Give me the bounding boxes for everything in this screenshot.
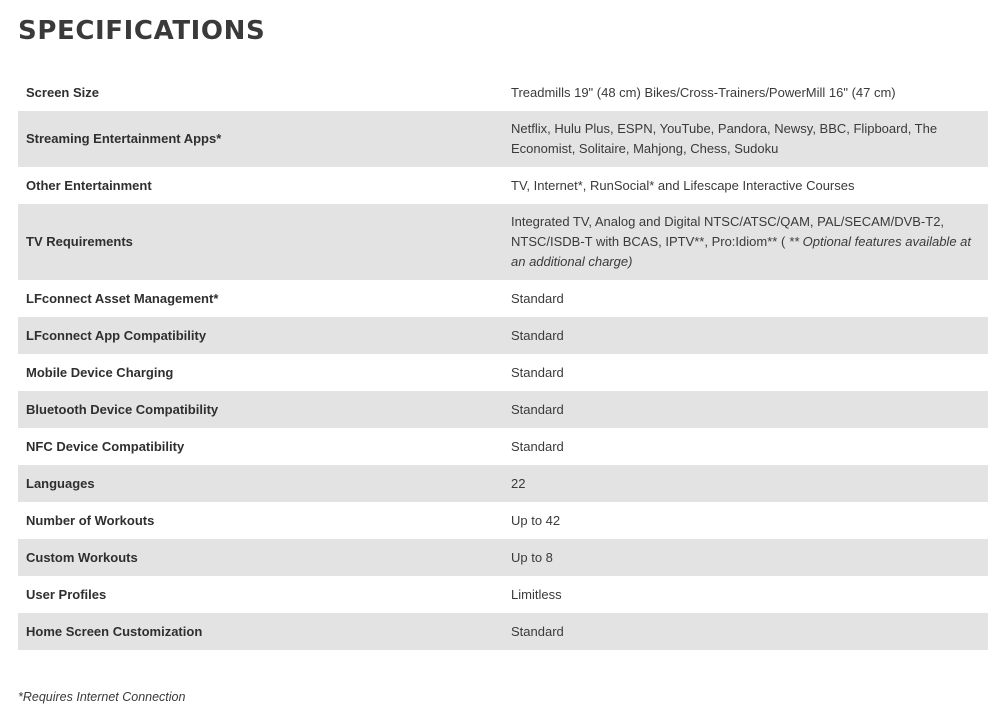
spec-value: Up to 42: [511, 512, 561, 528]
spec-row-lfconnect-app-compatibility: [18, 317, 988, 354]
spec-row-nfc-compatibility: [18, 428, 988, 465]
spec-label: Screen Size: [26, 84, 99, 100]
spec-row-streaming-apps: [18, 111, 988, 167]
spec-label: Home Screen Customization: [18, 613, 503, 650]
spec-label: Streaming Entertainment Apps*: [18, 111, 503, 167]
spec-value: Standard: [511, 438, 564, 454]
spec-label: User Profiles: [26, 586, 107, 602]
spec-label: Languages: [18, 465, 503, 502]
spec-label: LFconnect Asset Management*: [26, 290, 219, 306]
spec-value: 22: [503, 465, 988, 502]
spec-row-home-screen-customization: [18, 613, 988, 650]
page-title: SPECIFICATIONS: [18, 16, 266, 46]
spec-row-other-entertainment: [18, 167, 988, 204]
spec-value: Standard: [503, 613, 988, 650]
spec-value: Standard: [511, 290, 564, 306]
spec-value: Standard: [503, 317, 988, 354]
spec-value: TV, Internet*, RunSocial* and Lifescape Interactive Courses: [511, 177, 855, 193]
spec-value: Treadmills 19" (48 cm) Bikes/Cross-Trainers/PowerMill 16" (47 cm): [511, 84, 896, 100]
spec-value: Standard: [503, 391, 988, 428]
spec-row-tv-requirements: [18, 204, 988, 280]
footnote: *Requires Internet Connection: [18, 690, 186, 704]
spec-value-text: Integrated TV, Analog and Digital NTSC/ATSC/QAM, PAL/SECAM/DVB-T2, NTSC/ISDB-T with BCAS, IPTV**, Pro:Idiom** (: [511, 214, 945, 249]
specifications-table: [18, 74, 988, 650]
spec-row-custom-workouts: [18, 539, 988, 576]
spec-value: Netflix, Hulu Plus, ESPN, YouTube, Pandora, Newsy, BBC, Flipboard, The Economist, Solitaire, Mahjong, Chess, Sudoku: [503, 111, 988, 167]
spec-value: Up to 8: [503, 539, 988, 576]
spec-label: LFconnect App Compatibility: [18, 317, 503, 354]
spec-row-bluetooth-compatibility: [18, 391, 988, 428]
spec-label: Other Entertainment: [26, 177, 152, 193]
spec-row-lfconnect-asset-management: [18, 280, 988, 317]
spec-row-languages: [18, 465, 988, 502]
spec-row-user-profiles: [18, 576, 988, 613]
spec-row-number-of-workouts: [18, 502, 988, 539]
spec-value-note: ** Optional features available at an additional charge): [511, 234, 972, 269]
spec-label: Custom Workouts: [18, 539, 503, 576]
spec-label: TV Requirements: [18, 204, 503, 280]
spec-label: Number of Workouts: [26, 512, 155, 528]
spec-label: Mobile Device Charging: [26, 364, 174, 380]
spec-row-mobile-device-charging: [18, 354, 988, 391]
spec-value: Limitless: [511, 586, 562, 602]
spec-label: NFC Device Compatibility: [26, 438, 185, 454]
spec-value: Standard: [511, 364, 564, 380]
spec-row-screen-size: [18, 74, 988, 111]
spec-value: [503, 204, 988, 280]
spec-label: Bluetooth Device Compatibility: [18, 391, 503, 428]
